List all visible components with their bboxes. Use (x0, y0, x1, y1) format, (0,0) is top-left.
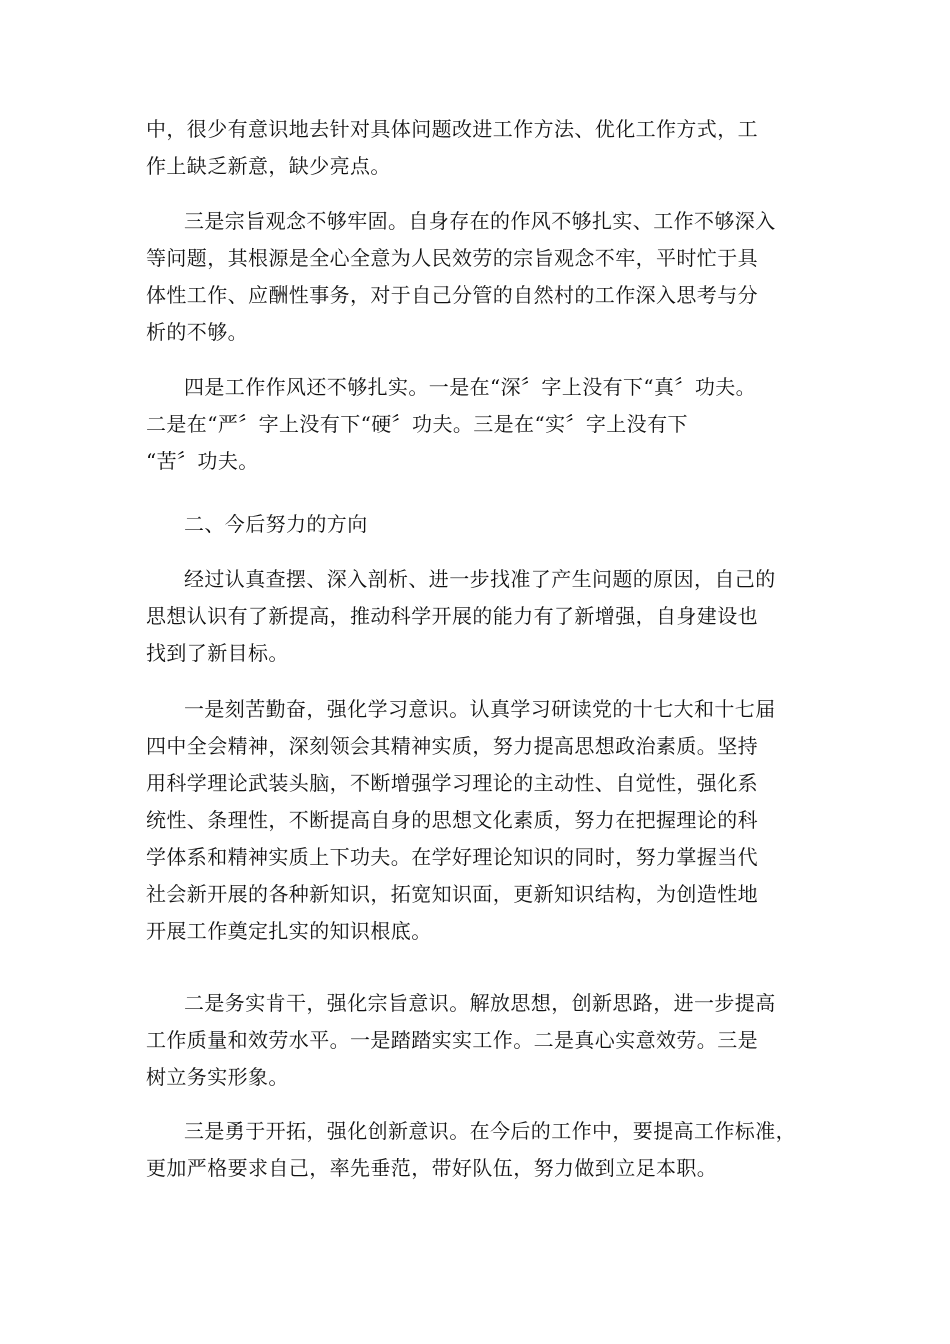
section-heading-text: 二、今后努力的方向 (184, 512, 368, 536)
text-line: 三是勇于开拓，强化创新意识。在今后的工作中，要提高工作标准， (184, 1119, 796, 1143)
text-line: 树立务实形象。 (146, 1065, 289, 1089)
text-line: 社会新开展的各种新知识，拓宽知识面，更新知识结构，为创造性地 (146, 882, 758, 906)
text-line: 体性工作、应酬性事务，对于自己分管的自然村的工作深入思考与分 (146, 283, 758, 307)
text-line: 学体系和精神实质上下功夫。在学好理论知识的同时，努力掌握当代 (146, 845, 758, 869)
text-line: 找到了新目标。 (146, 641, 289, 665)
text-line: 四是工作作风还不够扎实。一是在“深〞字上没有下“真〞功夫。 (184, 375, 757, 399)
text-line: 开展工作奠定扎实的知识根底。 (146, 919, 432, 943)
section-heading (146, 506, 806, 543)
paragraph-work-style (146, 369, 806, 480)
text-line: 二是在“严〞字上没有下“硬〞功夫。三是在“实〞字上没有下 (146, 412, 688, 436)
text-line: 作上缺乏新意，缺少亮点。 (146, 154, 391, 178)
text-line: 更加严格要求自己，率先垂范，带好队伍，努力做到立足本职。 (146, 1156, 718, 1180)
paragraph-study (146, 691, 806, 950)
text-line: 等问题，其根源是全心全意为人民效劳的宗旨观念不牢，平时忙于具 (146, 246, 758, 270)
text-line: 用科学理论武装头脑，不断增强学习理论的主动性、自觉性，强化系 (146, 771, 758, 795)
text-line: 一是刻苦勤奋，强化学习意识。认真学习研读党的十七大和十七届 (184, 697, 776, 721)
text-line: 四中全会精神，深刻领会其精神实质，努力提高思想政治素质。坚持 (146, 734, 758, 758)
text-line: 经过认真查摆、深入剖析、进一步找准了产生问题的原因，自己的 (184, 567, 776, 591)
paragraph-practical (146, 985, 806, 1096)
paragraph-innovation (146, 1113, 806, 1187)
paragraph-continuation (146, 111, 806, 185)
text-line: 思想认识有了新提高，推动科学开展的能力有了新增强，自身建设也 (146, 604, 758, 628)
text-line: “苦〞功夫。 (146, 449, 259, 473)
paragraph-review (146, 561, 806, 672)
text-line: 统性、条理性，不断提高自身的思想文化素质，努力在把握理论的科 (146, 808, 758, 832)
text-line: 二是务实肯干，强化宗旨意识。解放思想，创新思路，进一步提高 (184, 991, 776, 1015)
text-line: 中，很少有意识地去针对具体问题改进工作方法、优化工作方式，工 (146, 117, 758, 141)
text-line: 三是宗旨观念不够牢固。自身存在的作风不够扎实、工作不够深入 (184, 209, 776, 233)
text-line: 工作质量和效劳水平。一是踏踏实实工作。二是真心实意效劳。三是 (146, 1028, 758, 1052)
paragraph-purpose-concept (146, 203, 806, 351)
text-line: 析的不够。 (146, 320, 248, 344)
